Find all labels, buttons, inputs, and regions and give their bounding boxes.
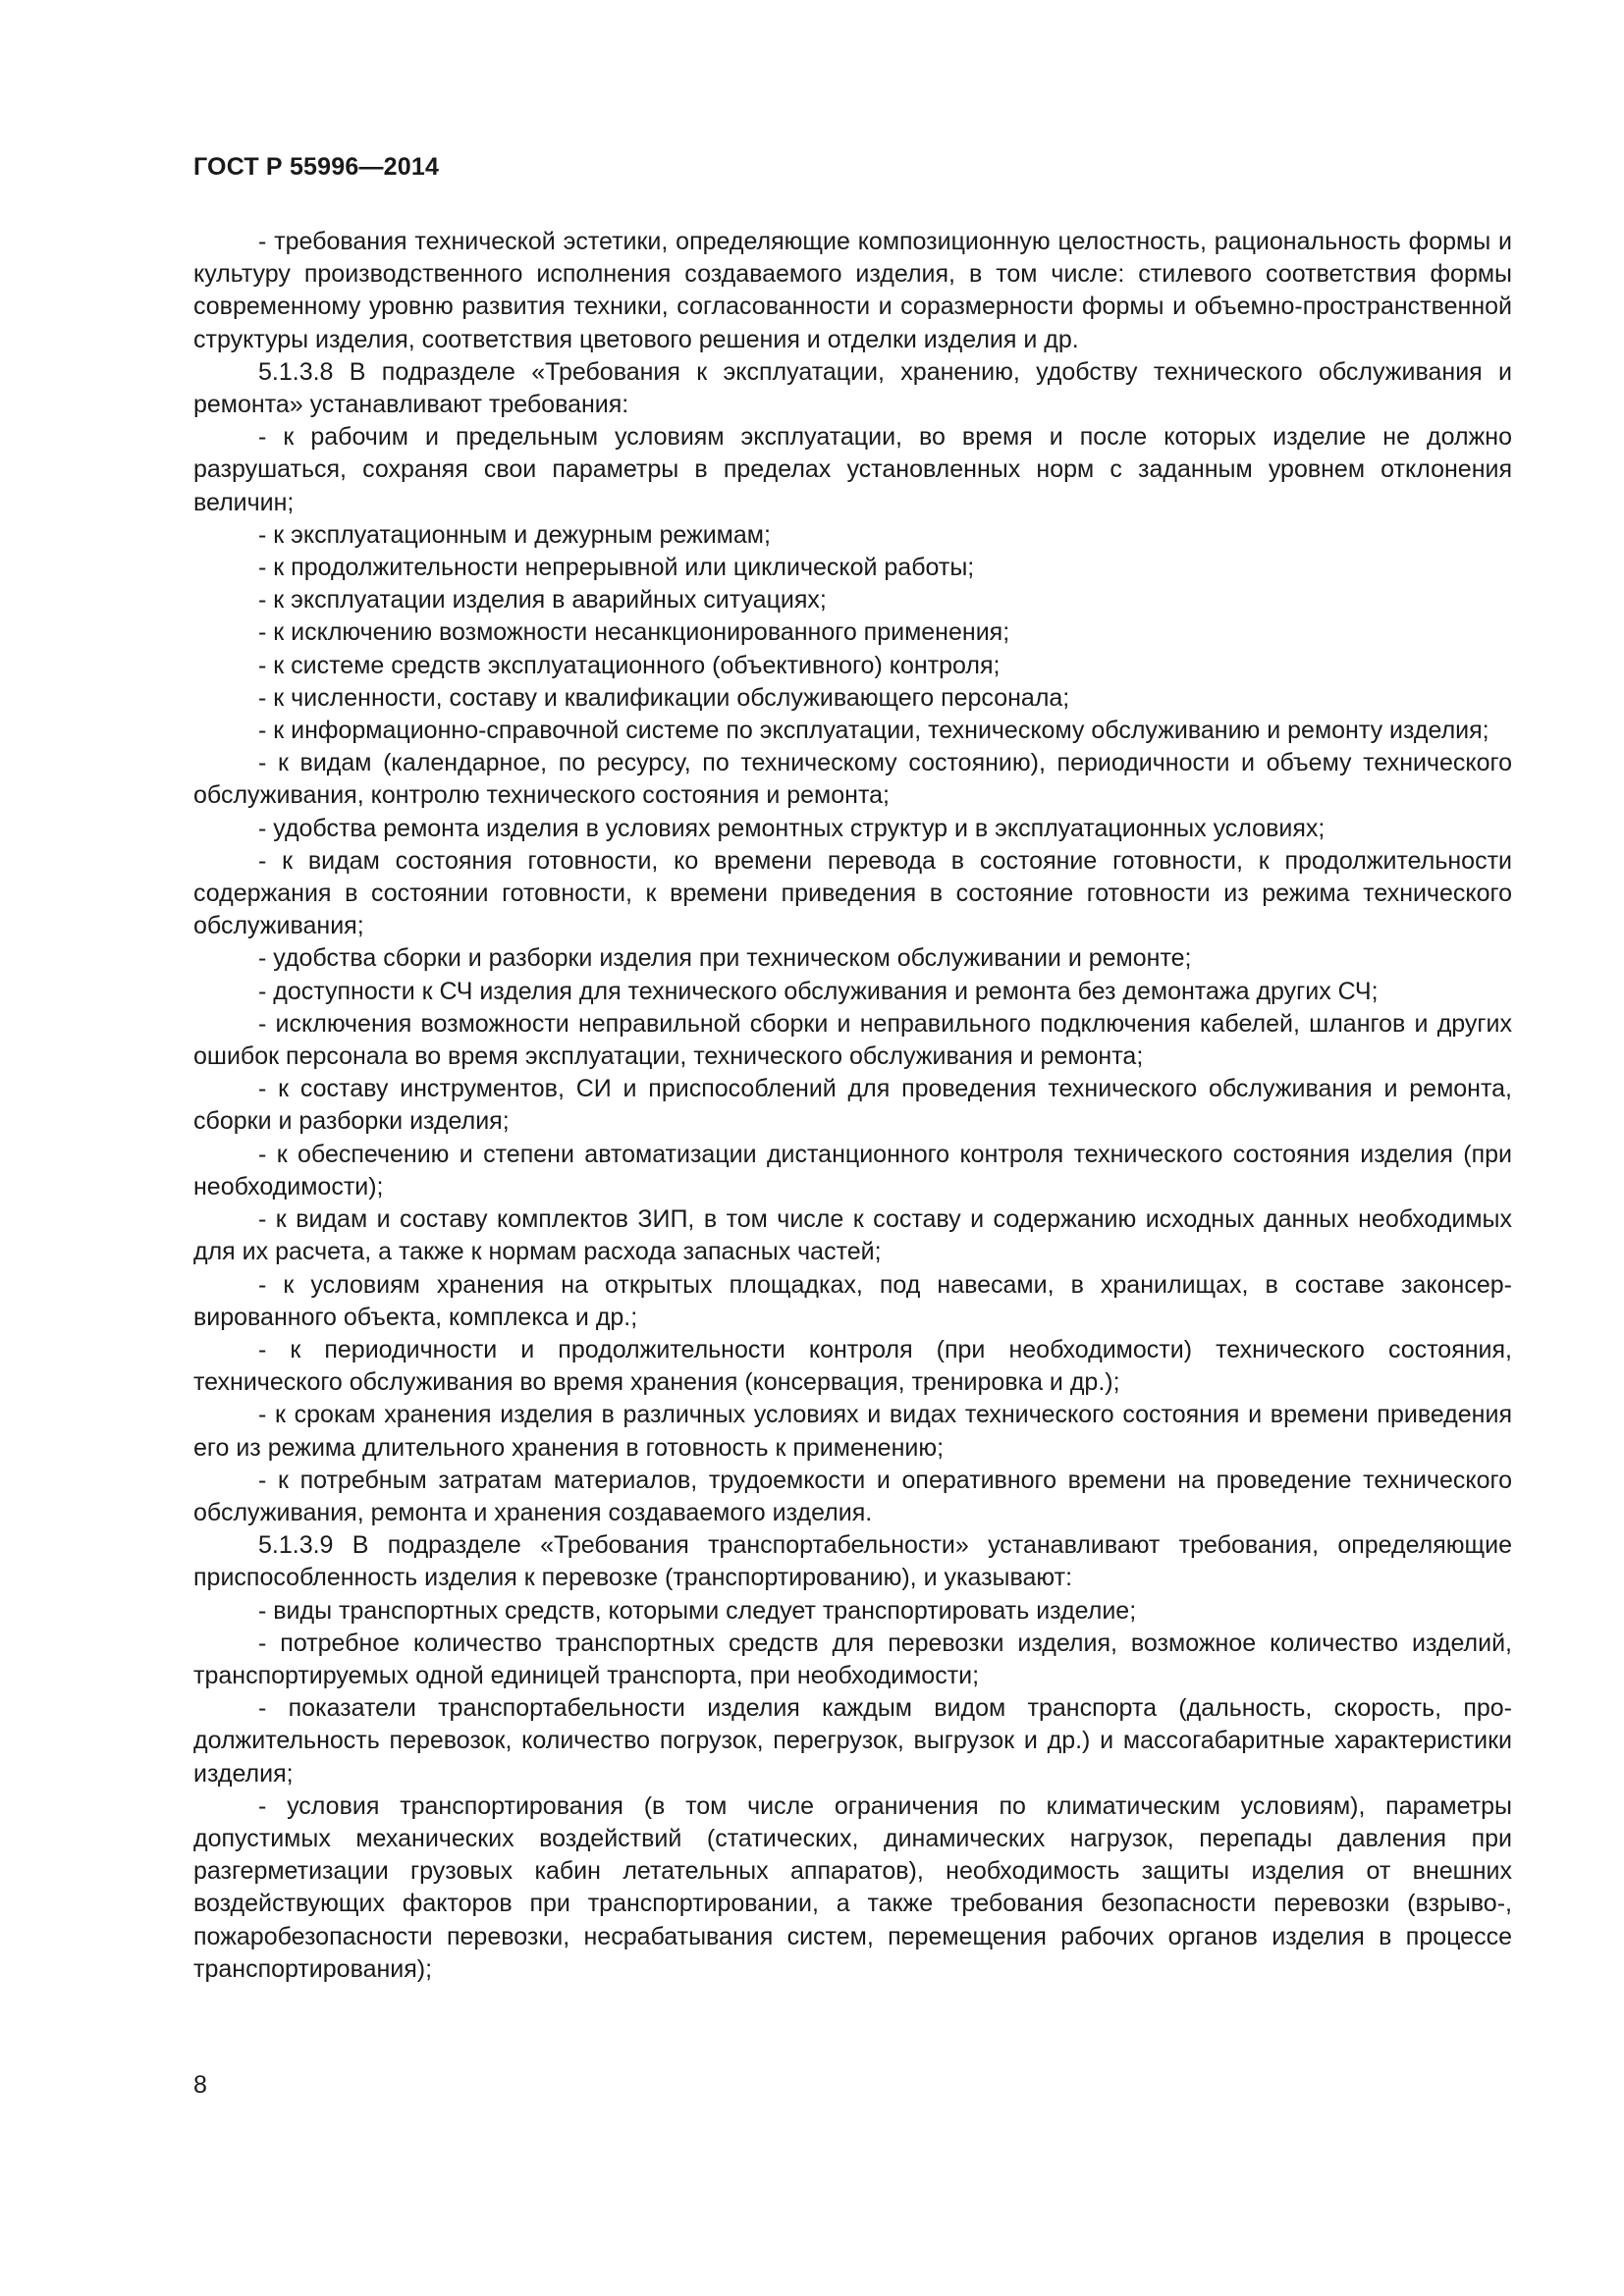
paragraph: - доступности к СЧ изделия для технического обслуживания и ремонта без демонтажа других СЧ; — [258, 977, 1379, 1005]
page-number: 8 — [193, 2071, 207, 2099]
paragraph: - удобства ремонта изделия в условиях ремонтных структур и в эксплуатационных условиях; — [258, 814, 1326, 842]
paragraph: - к срокам хранения изделия в различных условиях и видах технического состояния и времени приведения его из режима длительного хранения в готовность к применению; — [193, 1401, 1512, 1462]
paragraph: - к видам и составу комплектов ЗИП, в том числе к составу и содержанию исходных данных необходимых для их расчета, а также к нормам расхода запасных частей; — [193, 1205, 1512, 1266]
paragraph: - к обеспечению и степени автоматизации дистанционного контроля технического состояния изделия (при необходимости); — [193, 1140, 1512, 1201]
paragraph: - к системе средств эксплуатационного (объективного) контроля; — [258, 651, 1001, 679]
paragraph: - к составу инструментов, СИ и приспособлений для проведения технического обслуживания и ремонта, сборки и разборки изделия; — [193, 1075, 1512, 1136]
paragraph: - требования технической эстетики, определяющие композиционную целостность, рациональность формы и культуру производственного исполнения создаваемого изделия, в том числе: стилевого соответствия формы современному уровню развития техники, согласованности и соразмерности формы и объемно-пространственной структуры изделия, соответствия цветового решения и отделки изделия и др. — [193, 228, 1512, 353]
paragraph: - к исключению возможности несанкционированного применения; — [258, 618, 1010, 647]
paragraph: - виды транспортных средств, которыми следует транспортировать изделие; — [258, 1596, 1137, 1625]
paragraph: - к рабочим и предельным условиям эксплуатации, во время и после которых изделие не должно разрушаться, сохраняя свои параметры в пределах установленных норм с заданным уровнем отклонения величин; — [193, 423, 1512, 516]
paragraph: - к информационно-справочной системе по эксплуатации, техническому обслуживанию и ремонту изделия; — [258, 717, 1489, 745]
paragraph: - к видам состояния готовности, ко времени перевода в состояние готовности, к продолжительности содержания в состоянии готовности, к времени приведения в состояние готовности из режима технического обслуживания; — [193, 846, 1512, 940]
paragraph: - удобства сборки и разборки изделия при техническом обслуживании и ремонте; — [258, 944, 1192, 973]
paragraph: - к численности, составу и квалификации обслуживающего персонала; — [258, 683, 1070, 712]
paragraph: - условия транспортирования (в том числе ограничения по климатическим условиям), параметры допустимых механических воздействий (статических, динамических нагрузок, перепады давления при разгерметизации грузовых кабин летательных аппаратов), необходимость защиты изделия от внешних воздействующих факторов при транспортировании, а также требования безопасности перевозки (взрыво-, пожаробезопасности перевозки, несрабатывания систем, перемещения рабочих органов изделия в процессе транспортирования); — [193, 1791, 1512, 1983]
paragraph: - к эксплуатационным и дежурным режимам; — [258, 520, 771, 549]
paragraph: - исключения возможности неправильной сборки и неправильного подключения кабелей, шлангов и других ошибок персонала во время эксплуатации, технического обслуживания и ремонта; — [193, 1009, 1512, 1071]
paragraph: - к эксплуатации изделия в аварийных ситуациях; — [258, 586, 827, 614]
paragraph: - потребное количество транспортных средств для перевозки изделия, возможное количество изделий, транспортируемых одной единицей транспорта, при необходимости; — [193, 1629, 1512, 1689]
paragraph: - к периодичности и продолжительности контроля (при необходимости) технического состояния, технического обслуживания во время хранения (консервация, тренировка и др.); — [193, 1335, 1512, 1397]
document-header-title: ГОСТ Р 55996—2014 — [193, 153, 440, 181]
paragraph: - к потребным затратам материалов, трудоемкости и оперативного времени на проведение технического обслуживания, ремонта и хранения создаваемого изделия. — [193, 1466, 1512, 1526]
paragraph: 5.1.3.9 В подразделе «Требования транспортабельности» устанавливают требования, определяющие приспособленность изделия к перевозке (транспортированию), и указывают: — [193, 1531, 1512, 1592]
paragraph: - к условиям хранения на открытых площадках, под навесами, в хранилищах, в составе законсервированного объекта, комплекса и др.; — [193, 1270, 1512, 1331]
paragraph: - к видам (календарное, по ресурсу, по техническому состоянию), периодичности и объему технического обслуживания, контролю технического состояния и ремонта; — [193, 749, 1512, 810]
document-body — [193, 226, 1512, 1986]
paragraph: - к продолжительности непрерывной или циклической работы; — [258, 554, 975, 582]
paragraph: 5.1.3.8 В подразделе «Требования к эксплуатации, хранению, удобству технического обслуживания и ремонта» устанавливают требования: — [193, 357, 1512, 419]
paragraph: - показатели транспортабельности изделия каждым видом транспорта (дальность, скорость, продолжительность перевозок, количество погрузок, перегрузок, выгрузок и др.) и массогабаритные характеристики изделия; — [193, 1694, 1512, 1788]
